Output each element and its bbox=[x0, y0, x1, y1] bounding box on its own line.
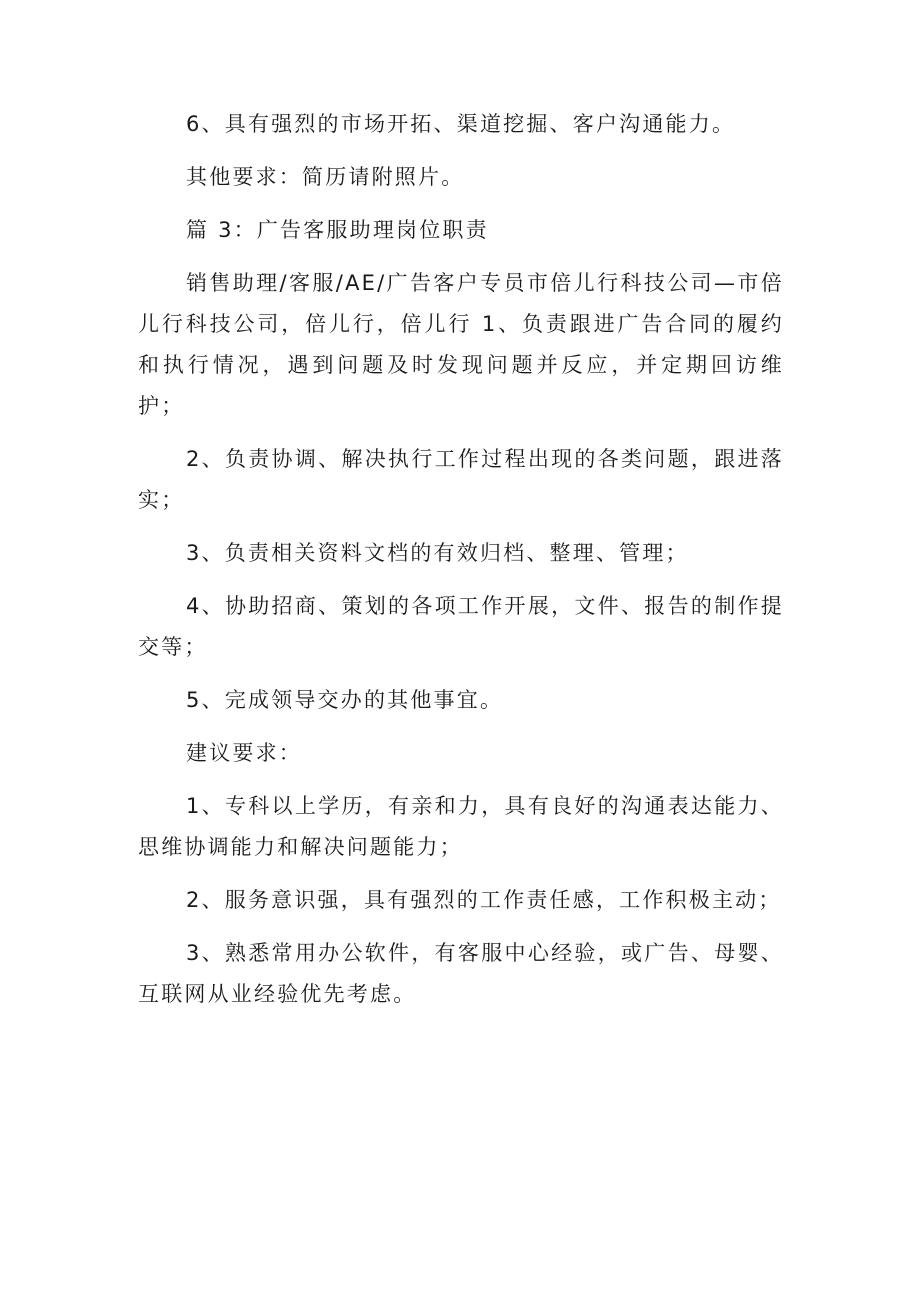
paragraph: 其他要求：简历请附照片。 bbox=[186, 165, 465, 189]
paragraph: 2、负责协调、解决执行工作过程出现的各类问题，跟进落实； bbox=[138, 447, 784, 512]
paragraph: 销售助理/客服/AE/广告客户专员市倍儿行科技公司—市倍儿行科技公司，倍儿行，倍儿行 1、负责跟进广告合同的履约和执行情况，遇到问题及时发现问题并反应，并定期回访维护； bbox=[138, 271, 784, 418]
paragraph: 1、专科以上学历，有亲和力，具有良好的沟通表达能力、思维协调能力和解决问题能力； bbox=[138, 794, 784, 859]
paragraph: 2、服务意识强，具有强烈的工作责任感，工作积极主动； bbox=[186, 888, 782, 912]
document-body bbox=[138, 104, 784, 1027]
paragraph: 3、熟悉常用办公软件，有客服中心经验，或广告、母婴、互联网从业经验优先考虑。 bbox=[138, 941, 784, 1006]
section-heading: 篇 3：广告客服助理岗位职责 bbox=[186, 218, 489, 242]
paragraph: 3、负责相关资料文档的有效归档、整理、管理； bbox=[186, 541, 689, 565]
paragraph: 6、具有强烈的市场开拓、渠道挖掘、客户沟通能力。 bbox=[186, 112, 736, 136]
paragraph: 5、完成领导交办的其他事宜。 bbox=[186, 688, 504, 712]
paragraph: 建议要求： bbox=[186, 741, 302, 765]
paragraph: 4、协助招商、策划的各项工作开展，文件、报告的制作提交等； bbox=[138, 594, 784, 659]
